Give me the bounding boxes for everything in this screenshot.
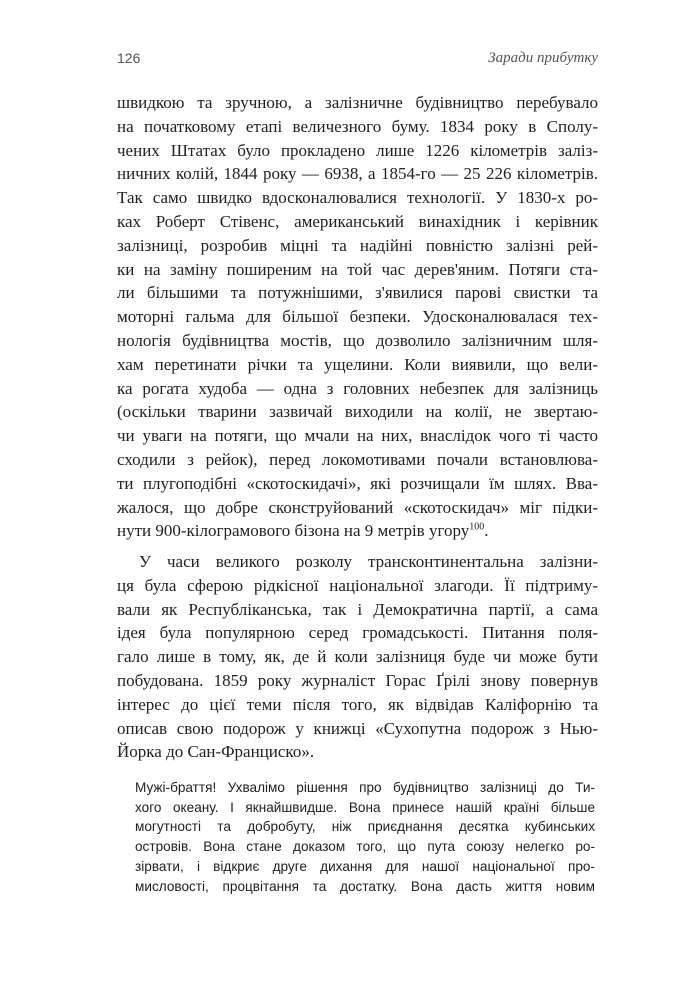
- text-line: чи уваги на потяги, що мчали на них, внаслідок чого ті часто: [117, 426, 598, 446]
- paragraph-1: [117, 91, 598, 543]
- text-line: на початковому етапі величезного буму. 1834 року в Сполу-: [117, 116, 598, 136]
- text-line: Мужі-браття! Ухвалімо рішення про будівництво залізниці до Ти-: [135, 780, 595, 795]
- text-line: моторні гальма для більшої безпеки. Удосконалювалася тех-: [117, 307, 598, 327]
- text-line: островів. Вона стане доказом того, що пута союзу нелегко ро-: [135, 839, 595, 855]
- text-line: жалося, що добре сконструйований «скотоскидач» міг підки-: [117, 497, 598, 517]
- text-line: швидкою та зручною, а залізничне будівництво перебувало: [117, 93, 598, 112]
- text-line: вали як Республіканська, так і Демократична партії, а сама: [117, 599, 598, 619]
- text-line: ти плугоподібні «скотоскидачі», які розчищали їм шлях. Вва-: [117, 473, 598, 493]
- text-line: ка рогата худоба — одна з головних небезпек для залізниць: [117, 378, 598, 398]
- text-line: нути 900-кілограмового бізона на 9 метрів угору$^{100}$.: [117, 521, 489, 541]
- text-line: інтерес до цієї теми після того, як відвідав Каліфорнію та: [117, 694, 598, 714]
- text-line: сходили з рейок), перед локомотивами почали встановлюва-: [117, 449, 598, 469]
- text-line: описав свою подорож у книжці «Сухопутна подорож з Нью-: [117, 718, 598, 738]
- footnote-reference[interactable]: 100: [469, 521, 485, 533]
- running-title: Заради прибутку: [488, 50, 598, 66]
- block-quote: [135, 778, 595, 896]
- text-line: хам перетинати річки та ущелини. Коли виявили, що вели-: [117, 354, 598, 374]
- text-line: ки на заміну поширеним на той час дерев'яним. Потяги ста-: [117, 259, 598, 279]
- text-line: хого океану. І якнайшвидше. Вона принесе нашій країні більше: [135, 799, 595, 815]
- text-line: ли більшими та потужнішими, з'явилися парові свистки та: [117, 283, 598, 303]
- text-line: могутності та добробуту, ніж приєднання десятка кубинських: [135, 819, 595, 835]
- text-line: залізниці, розробив міцні та надійні повністю залізні рей-: [117, 235, 598, 255]
- text-line: ках Роберт Стівенс, американський винахідник і керівник: [117, 211, 598, 231]
- text-line: ідея була популярною серед громадськості. Питання поля-: [117, 623, 598, 643]
- text-line: Йорка до Сан-Франциско».: [117, 742, 315, 762]
- text-line: мисловості, процвітання та достатку. Вона дасть життя новим: [135, 878, 595, 894]
- text-line: нологія будівництва мостів, що дозволило залізничним шля-: [117, 330, 598, 350]
- text-line: Так само швидко вдосконалювалися технології. У 1830-х ро-: [117, 188, 598, 208]
- text-line: гало лише в тому, як, де й коли залізниця буде чи може бути: [117, 647, 598, 667]
- text-line: зірвати, і відкриє друге дихання для нашої національної про-: [135, 858, 595, 874]
- text-line: побудована. 1859 року журналіст Горас Ґрілі знову повернув: [117, 670, 598, 690]
- text-line: У часи великого розколу трансконтинентальна залізни-: [139, 552, 598, 571]
- paragraph-2: [117, 550, 598, 764]
- text-line: чених Штатах було прокладено лише 1226 кілометрів заліз-: [117, 140, 598, 160]
- text-line: ця була сферою рідкісної національної злагоди. Її підтриму-: [117, 575, 598, 595]
- page-number: 126: [117, 50, 141, 66]
- text-line: ничних колій, 1844 року — 6938, а 1854-го — 25 226 кілометрів.: [117, 164, 598, 184]
- text-line: (оскільки тварини зазвичай виходили на колії, не звертаю-: [117, 402, 598, 422]
